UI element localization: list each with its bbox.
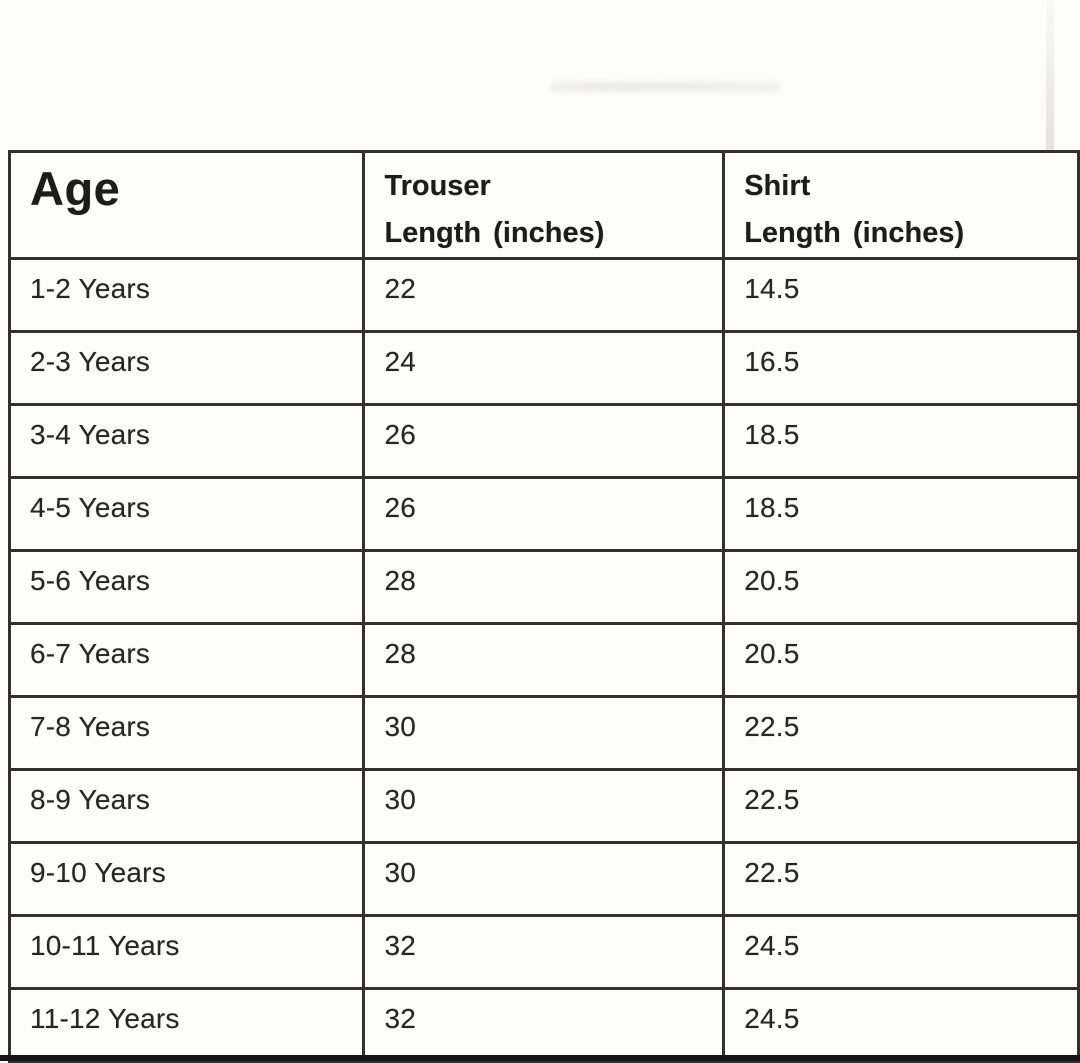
shirt-length-cell: 16.5	[724, 332, 1079, 405]
shirt-length-cell: 24.5	[724, 989, 1079, 1062]
table-row	[10, 697, 1079, 770]
age-cell: 3-4 Years	[10, 405, 364, 478]
table-row	[10, 989, 1079, 1062]
trouser-length-cell: 32	[364, 989, 724, 1062]
age-cell: 5-6 Years	[10, 551, 364, 624]
trouser-length-cell: 22	[364, 259, 724, 332]
age-cell: 2-3 Years	[10, 332, 364, 405]
table-row	[10, 405, 1079, 478]
size-chart-table	[8, 150, 1080, 1063]
trouser-length-cell: 26	[364, 478, 724, 551]
bottom-border-bar	[0, 1055, 1080, 1061]
age-cell: 4-5 Years	[10, 478, 364, 551]
age-cell: 6-7 Years	[10, 624, 364, 697]
age-cell: 9-10 Years	[10, 843, 364, 916]
age-cell: 7-8 Years	[10, 697, 364, 770]
trouser-length-cell: 28	[364, 624, 724, 697]
trouser-length-cell: 24	[364, 332, 724, 405]
shirt-length-cell: 24.5	[724, 916, 1079, 989]
trouser-length-cell: 30	[364, 770, 724, 843]
age-cell: 8-9 Years	[10, 770, 364, 843]
shirt-length-cell: 20.5	[724, 624, 1079, 697]
shirt-length-cell: 22.5	[724, 843, 1079, 916]
table-row	[10, 843, 1079, 916]
trouser-length-cell: 30	[364, 843, 724, 916]
trouser-length-cell: 30	[364, 697, 724, 770]
trouser-header-line1: Trouser	[384, 170, 491, 202]
trouser-length-cell: 32	[364, 916, 724, 989]
table-row	[10, 624, 1079, 697]
header-cell-trouser-length	[364, 152, 724, 259]
scan-streak-artifact	[1046, 0, 1054, 150]
header-cell-age	[10, 152, 364, 259]
shirt-header-line2: Length (inches)	[744, 217, 965, 249]
shirt-length-cell: 20.5	[724, 551, 1079, 624]
shirt-length-cell: 18.5	[724, 478, 1079, 551]
scan-smudge-artifact	[550, 78, 780, 96]
header-row	[10, 152, 1079, 259]
shirt-length-cell: 14.5	[724, 259, 1079, 332]
table-row	[10, 770, 1079, 843]
table-row	[10, 916, 1079, 989]
shirt-length-cell: 22.5	[724, 697, 1079, 770]
header-cell-shirt-length	[724, 152, 1079, 259]
table-row	[10, 332, 1079, 405]
shirt-length-cell: 22.5	[724, 770, 1079, 843]
age-cell: 1-2 Years	[10, 259, 364, 332]
shirt-length-cell: 18.5	[724, 405, 1079, 478]
table-row	[10, 259, 1079, 332]
table-row	[10, 478, 1079, 551]
trouser-length-cell: 26	[364, 405, 724, 478]
age-cell: 10-11 Years	[10, 916, 364, 989]
age-header-label: Age	[30, 162, 121, 215]
shirt-header-line1: Shirt	[744, 170, 811, 202]
trouser-header-line2: Length (inches)	[384, 217, 605, 249]
trouser-length-cell: 28	[364, 551, 724, 624]
age-cell: 11-12 Years	[10, 989, 364, 1062]
table-row	[10, 551, 1079, 624]
